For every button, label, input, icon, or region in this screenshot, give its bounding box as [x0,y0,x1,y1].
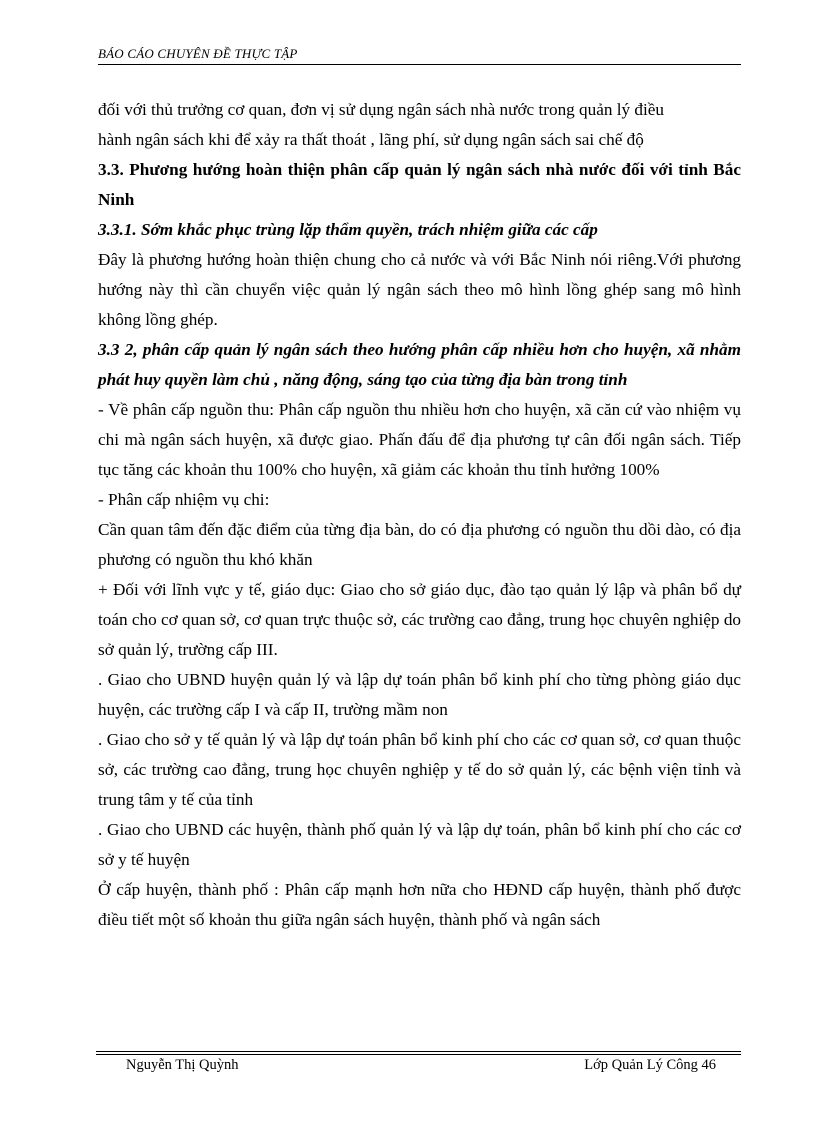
paragraph: + Đối với lĩnh vực y tế, giáo dục: Giao cho sở giáo dục, đào tạo quản lý lập và phân bổ dự toán cho cơ quan sở, cơ quan trực thuộc sở, các trường cao đẳng, trung học chuyên nghiệp do sở quản lý, trường cấp III. [98,580,742,659]
page-header [98,46,741,65]
subsection-heading-3-3-2: 3.3 2, phân cấp quản lý ngân sách theo hướng phân cấp nhiều hơn cho huyện, xã nhằm phát huy quyền làm chủ , năng động, sáng tạo của từng địa bàn trong tỉnh [98,340,741,389]
paragraph: . Giao cho UBND huyện quản lý và lập dự toán phân bổ kinh phí cho từng phòng giáo dục huyện, các trường cấp I và cấp II, trường mầm non [98,670,741,719]
footer-author: Nguyễn Thị Quỳnh [126,1057,239,1073]
section-heading-3-3: 3.3. Phương hướng hoàn thiện phân cấp quản lý ngân sách nhà nước đối với tỉnh Bắc Ninh [98,160,741,209]
paragraph-line: hành ngân sách khi để xảy ra thất thoát , lãng phí, sử dụng ngân sách sai chế độ [98,130,644,149]
page-footer [126,1057,716,1074]
footer-rule-top [96,1051,741,1052]
document-body [98,95,741,935]
paragraph: Cần quan tâm đến đặc điểm của từng địa bàn, do có địa phương có nguồn thu dồi dào, có địa phương có nguồn thu khó khăn [98,520,741,569]
report-title: BÁO CÁO CHUYÊN ĐỀ THỰC TẬP [98,46,298,61]
paragraph-line: đối với thủ trưởng cơ quan, đơn vị sử dụng ngân sách nhà nước trong quản lý điều [98,100,665,119]
footer-rule-bottom [96,1054,741,1055]
paragraph: . Giao cho UBND các huyện, thành phố quản lý và lập dự toán, phân bổ kinh phí cho các cơ sở y tế huyện [98,820,741,869]
paragraph: Ở cấp huyện, thành phố : Phân cấp mạnh hơn nữa cho HĐND cấp huyện, thành phố được điều tiết một số khoản thu giữa ngân sách huyện, thành phố và ngân sách [98,880,741,929]
paragraph: - Về phân cấp nguồn thu: Phân cấp nguồn thu nhiều hơn cho huyện, xã căn cứ vào nhiệm vụ chi mà ngân sách huyện, xã được giao. Phấn đấu để địa phương tự cân đối ngân sách. Tiếp tục tăng các khoản thu 100% cho huyện, xã giảm các khoản thu tỉnh hưởng 100% [98,400,741,479]
subsection-heading-3-3-1: 3.3.1. Sớm khắc phục trùng lặp thẩm quyền, trách nhiệm giữa các cấp [98,220,598,239]
paragraph: Đây là phương hướng hoàn thiện chung cho cả nước và với Bắc Ninh nói riêng.Với phương hướng này thì cần chuyển việc quản lý ngân sách theo mô hình lồng ghép sang mô hình không lồng ghép. [98,250,741,329]
paragraph-continuation [98,95,741,155]
paragraph: . Giao cho sở y tế quản lý và lập dự toán phân bổ kinh phí cho các cơ quan sở, cơ quan thuộc sở, các trường cao đẳng, trung học chuyên nghiệp y tế do sở quản lý, các bệnh viện tỉnh và trung tâm y tế của tỉnh [98,730,741,809]
paragraph: - Phân cấp nhiệm vụ chi: [98,490,270,509]
footer-class: Lớp Quản Lý Công 46 [584,1057,716,1073]
